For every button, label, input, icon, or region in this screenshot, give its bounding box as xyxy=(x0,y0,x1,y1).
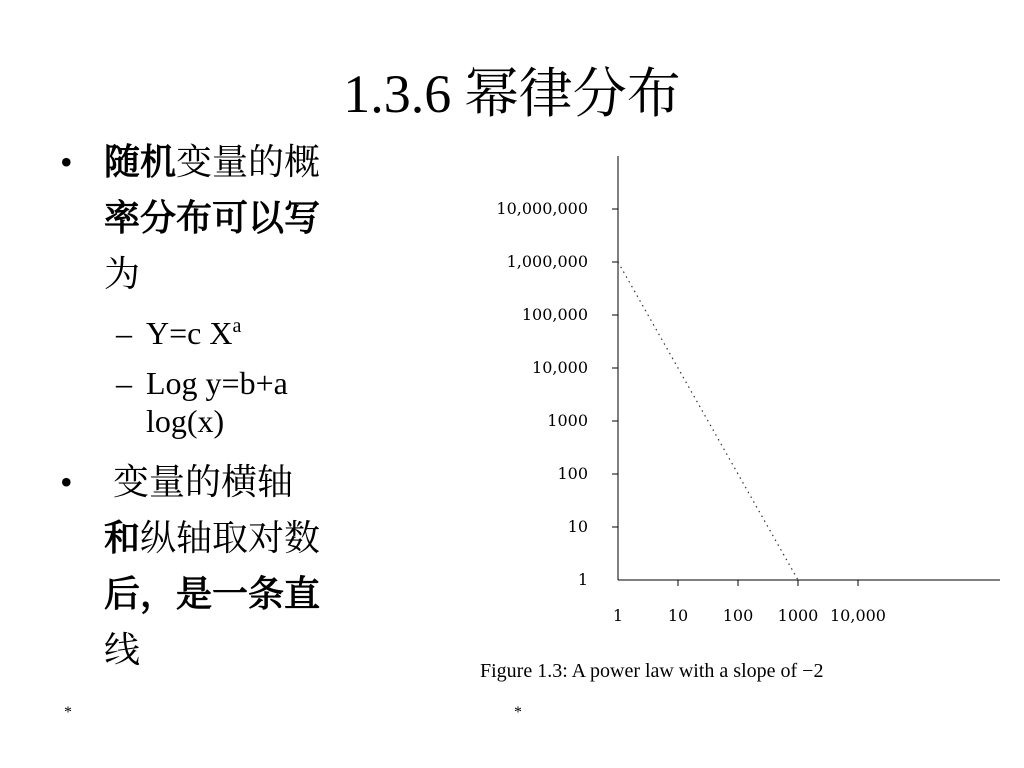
y-tick-label: 10 xyxy=(567,517,588,536)
power-law-line xyxy=(618,262,798,580)
bullet-dot: • xyxy=(60,142,73,182)
formula-power-exponent: a xyxy=(232,315,242,337)
bullet1-text: 变量的概 xyxy=(176,142,321,182)
bullet-random-variable xyxy=(60,134,390,302)
y-tick-label: 100 xyxy=(557,464,588,483)
footnote-right: * xyxy=(514,704,522,721)
footnote-left: * xyxy=(64,704,72,721)
y-tick-label: 1000 xyxy=(547,411,588,430)
bullet1-bold-text: 随机 xyxy=(104,142,177,182)
y-tick-label: 1 xyxy=(577,570,588,589)
dash-symbol: – xyxy=(116,315,132,351)
bullet2-line4: 线 xyxy=(104,630,141,670)
bullet-list xyxy=(60,134,390,678)
x-tick-label: 10,000 xyxy=(830,606,886,625)
x-tick-label: 10 xyxy=(667,606,689,625)
formula-log-line1: Log y=b+a xyxy=(146,365,288,401)
y-tick-label: 10,000,000 xyxy=(496,199,588,218)
bullet2-bold-text: 和 xyxy=(104,518,141,558)
power-law-chart xyxy=(460,150,1000,640)
bullet2-line3: 后，是一条直 xyxy=(104,574,321,614)
formula-power-text: Y=c X xyxy=(146,315,233,351)
bullet1-line3: 为 xyxy=(104,254,141,294)
bullet-log-axes xyxy=(60,454,390,678)
formula-log-line2: log(x) xyxy=(146,403,225,439)
y-tick-label: 100,000 xyxy=(521,305,588,324)
figure-caption: Figure 1.3: A power law with a slope of −2 xyxy=(480,660,824,682)
y-tick-label: 1,000,000 xyxy=(506,252,588,271)
bullet1-line1 xyxy=(104,134,390,190)
x-tick-label: 100 xyxy=(722,606,754,625)
bullet2-line1: 变量的横轴 xyxy=(113,462,294,502)
formula-power xyxy=(60,314,390,352)
x-tick-label: 1 xyxy=(612,606,624,625)
formula-list xyxy=(60,314,390,440)
slide-title: 1.3.6 幂律分布 xyxy=(343,64,681,124)
bullet2-line2 xyxy=(104,510,390,566)
bullet-dot: • xyxy=(60,462,73,502)
bullet2-text: 纵轴取对数 xyxy=(140,518,321,558)
bullet1-line2: 率分布可以写 xyxy=(104,198,321,238)
x-tick-label: 1000 xyxy=(777,606,819,625)
dash-symbol: – xyxy=(116,365,132,401)
y-tick-label: 10,000 xyxy=(532,358,588,377)
formula-log xyxy=(60,364,390,440)
